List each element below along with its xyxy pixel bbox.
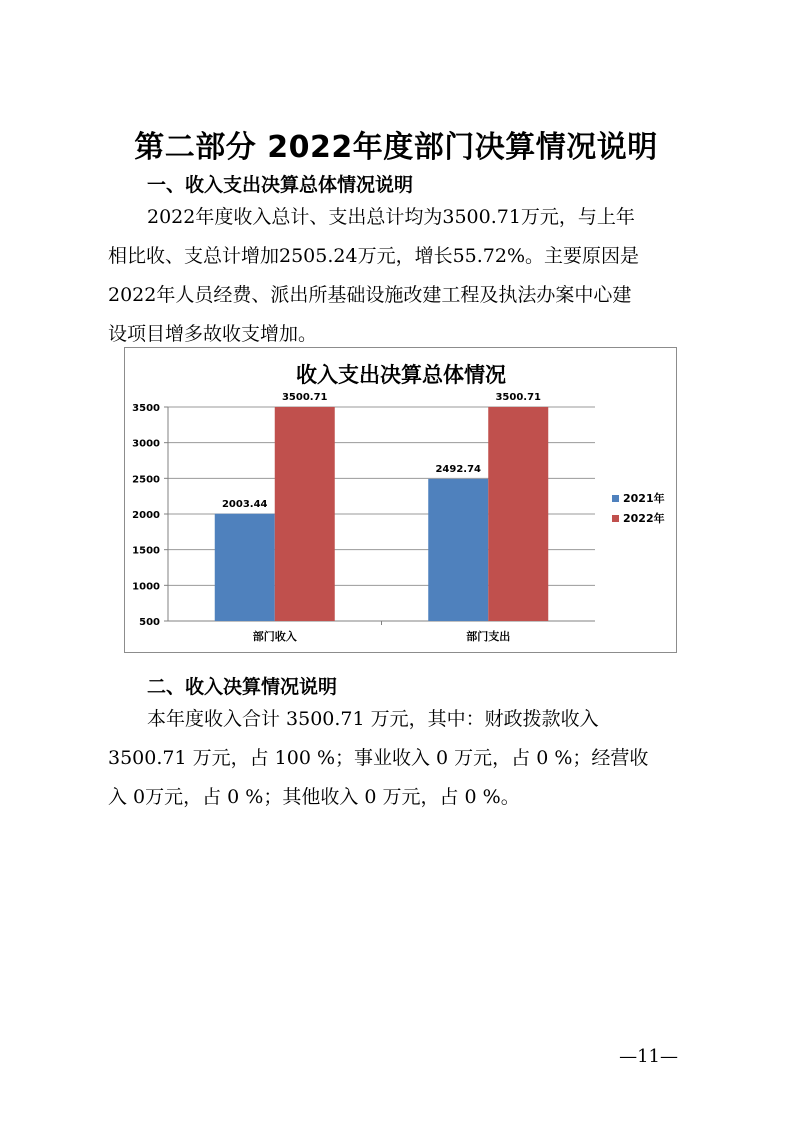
legend-swatch-2022年 bbox=[612, 515, 619, 522]
y-tick-label: 2000 bbox=[132, 510, 160, 521]
section1-line-2: 相比收、支总计增加2505.24万元，增长55.72%。主要原因是 bbox=[108, 245, 640, 267]
data-label: 2003.44 bbox=[221, 498, 268, 510]
section2-heading: 二、收入决算情况说明 bbox=[147, 676, 338, 698]
x-tick-label: 部门支出 bbox=[466, 630, 511, 643]
section1-line-4: 设项目增多故收支增加。 bbox=[108, 323, 318, 345]
page-number: —11— bbox=[619, 1046, 678, 1067]
legend-label: 2022年 bbox=[623, 512, 665, 525]
legend-swatch-2021年 bbox=[612, 495, 619, 502]
section2-line-1: 本年度收入合计 3500.71 万元，其中：财政拨款收入 bbox=[147, 708, 599, 730]
y-tick-label: 1500 bbox=[132, 545, 160, 557]
section2-line-2: 3500.71 万元，占 100 %；事业收入 0 万元，占 0 %；经营收 bbox=[108, 747, 649, 769]
data-label: 2492.74 bbox=[435, 463, 482, 475]
y-tick-label: 1000 bbox=[132, 581, 160, 593]
data-label: 3500.71 bbox=[495, 391, 542, 403]
x-tick-label: 部门收入 bbox=[252, 630, 297, 643]
section1-paragraph bbox=[108, 198, 688, 354]
y-tick-label: 3000 bbox=[132, 438, 160, 450]
chart-svg bbox=[125, 348, 678, 654]
section2-line-3: 入 0万元，占 0 %；其他收入 0 万元，占 0 %。 bbox=[108, 786, 520, 808]
data-label: 3500.71 bbox=[281, 391, 328, 403]
legend-label: 2021年 bbox=[623, 492, 665, 505]
income-expense-chart bbox=[124, 347, 677, 653]
bar-2022年-部门收入 bbox=[275, 407, 335, 621]
bar-2022年-部门支出 bbox=[488, 407, 548, 621]
section2-paragraph bbox=[108, 700, 688, 817]
section1-heading: 一、收入支出决算总体情况说明 bbox=[147, 174, 414, 196]
bar-2021年-部门收入 bbox=[215, 514, 275, 621]
section1-line-3: 2022年人员经费、派出所基础设施改建工程及执法办案中心建 bbox=[108, 284, 632, 306]
y-tick-label: 3500 bbox=[132, 403, 160, 414]
y-tick-label: 500 bbox=[139, 617, 160, 628]
chart-title: 收入支出决算总体情况 bbox=[296, 363, 506, 387]
page-title: 第二部分 2022年度部门决算情况说明 bbox=[134, 130, 658, 165]
section1-line-1: 2022年度收入总计、支出总计均为3500.71万元，与上年 bbox=[147, 206, 635, 228]
bar-2021年-部门支出 bbox=[428, 479, 488, 621]
y-tick-label: 2500 bbox=[132, 474, 160, 486]
